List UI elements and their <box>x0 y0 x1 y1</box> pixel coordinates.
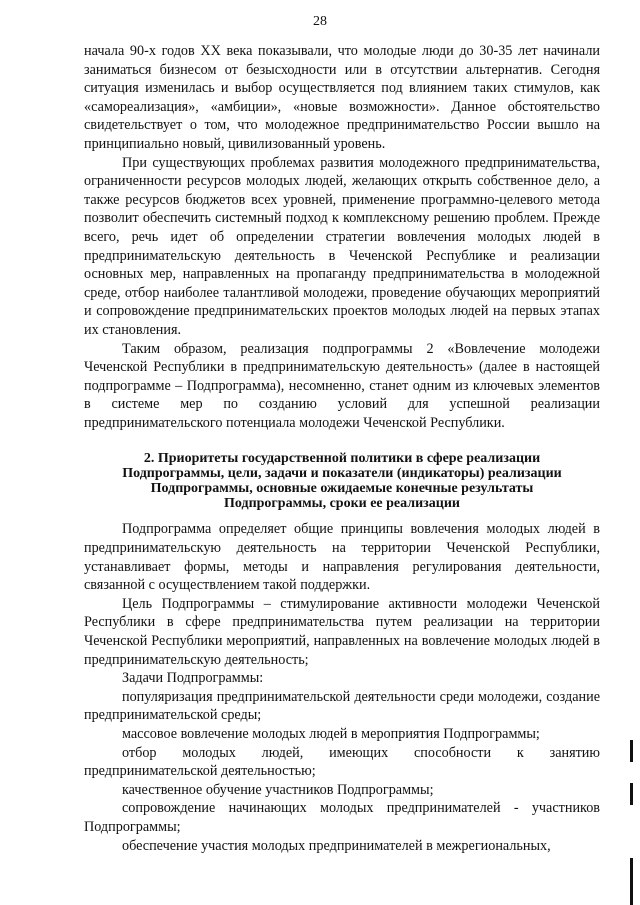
scan-edge-mark <box>630 783 633 805</box>
section-heading-line: Подпрограммы, основные ожидаемые конечные результаты <box>150 481 534 497</box>
task-item: популяризация предпринимательской деятельности среди молодежи, создание предпринимательской среды; <box>84 688 600 724</box>
task-item: качественное обучение участников Подпрограммы; <box>122 781 434 798</box>
section-heading-line: Подпрограммы, сроки ее реализации <box>224 496 460 512</box>
task-item: массовое вовлечение молодых людей в мероприятия Подпрограммы; <box>122 726 540 742</box>
document-body <box>84 42 600 855</box>
task-item: обеспечение участия молодых предпринимателей в межрегиональных, <box>122 837 551 854</box>
page-number: 28 <box>313 14 327 29</box>
section-heading <box>84 451 600 511</box>
task-item: сопровождение начинающих молодых предпринимателей - участников Подпрограммы; <box>84 800 600 835</box>
scan-edge-mark <box>630 740 633 762</box>
paragraph-problems: При существующих проблемах развития молодежного предпринимательства, ограниченности ресурсов молодых людей, желающих открыть собственное дело, а также ресурсов бюджетов всех уровней, применение программно-целевого метода позволит обеспечить системный подход к комплексному решению проблем. Прежде всего, речь идет об определении стратегии вовлечения молодых людей в предпринимательскую деятельность в Чеченской Республике и реализации основных мер, направленных на пропаганду предпринимательства в молодежной среде, отбор наиболее талантливой молодежи, проведение обучающих мероприятий и сопровождение предпринимательских проектов молодых людей на первых этапах их становления. <box>84 154 600 338</box>
paragraph-principles: Подпрограмма определяет общие принципы вовлечения молодых людей в предпринимательскую деятельность на территории Чеченской Республики, устанавливает формы, методы и направления регулирования деятельности, связанной с осуществлением такой поддержки. <box>84 521 600 594</box>
section-heading-line: 2. Приоритеты государственной политики в сфере реализации <box>143 451 541 467</box>
paragraph-conclusion: Таким образом, реализация подпрограммы 2 «Вовлечение молодежи Чеченской Республики в предпринимательскую деятельность» (далее в настоящей подпрограмме – Подпрограмма), несомненно, станет одним из ключевых элементов в системе мер по созданию условий для успешной реализации предпринимательского потенциала молодежи Чеченской Республики. <box>84 340 600 431</box>
paragraph-continuation: начала 90-х годов XX века показывали, что молодые люди до 30-35 лет начинали заниматься бизнесом от безысходности или в отсутствии альтернатив. Сегодня ситуация изменилась и выбор осуществляется под влиянием таких стимулов, как «самореализация», «амбиции», «новые возможности». Данное обстоятельство свидетельствует о том, что молодежное предпринимательство России вышло на принципиально новый, цивилизованный уровень. <box>84 43 600 152</box>
scan-edge-mark <box>630 858 633 905</box>
task-item: отбор молодых людей, имеющих способности к занятию предпринимательской деятельностью; <box>84 744 600 780</box>
section-heading-line: Подпрограммы, цели, задачи и показатели (индикаторы) реализации <box>122 466 562 482</box>
tasks-heading: Задачи Подпрограммы: <box>122 670 264 687</box>
paragraph-goal: Цель Подпрограммы – стимулирование активности молодежи Чеченской Республики в сфере предпринимательства путем реализации на территории Чеченской Республики мероприятий, направленных на вовлечение молодых людей в предпринимательскую деятельность; <box>84 595 600 668</box>
